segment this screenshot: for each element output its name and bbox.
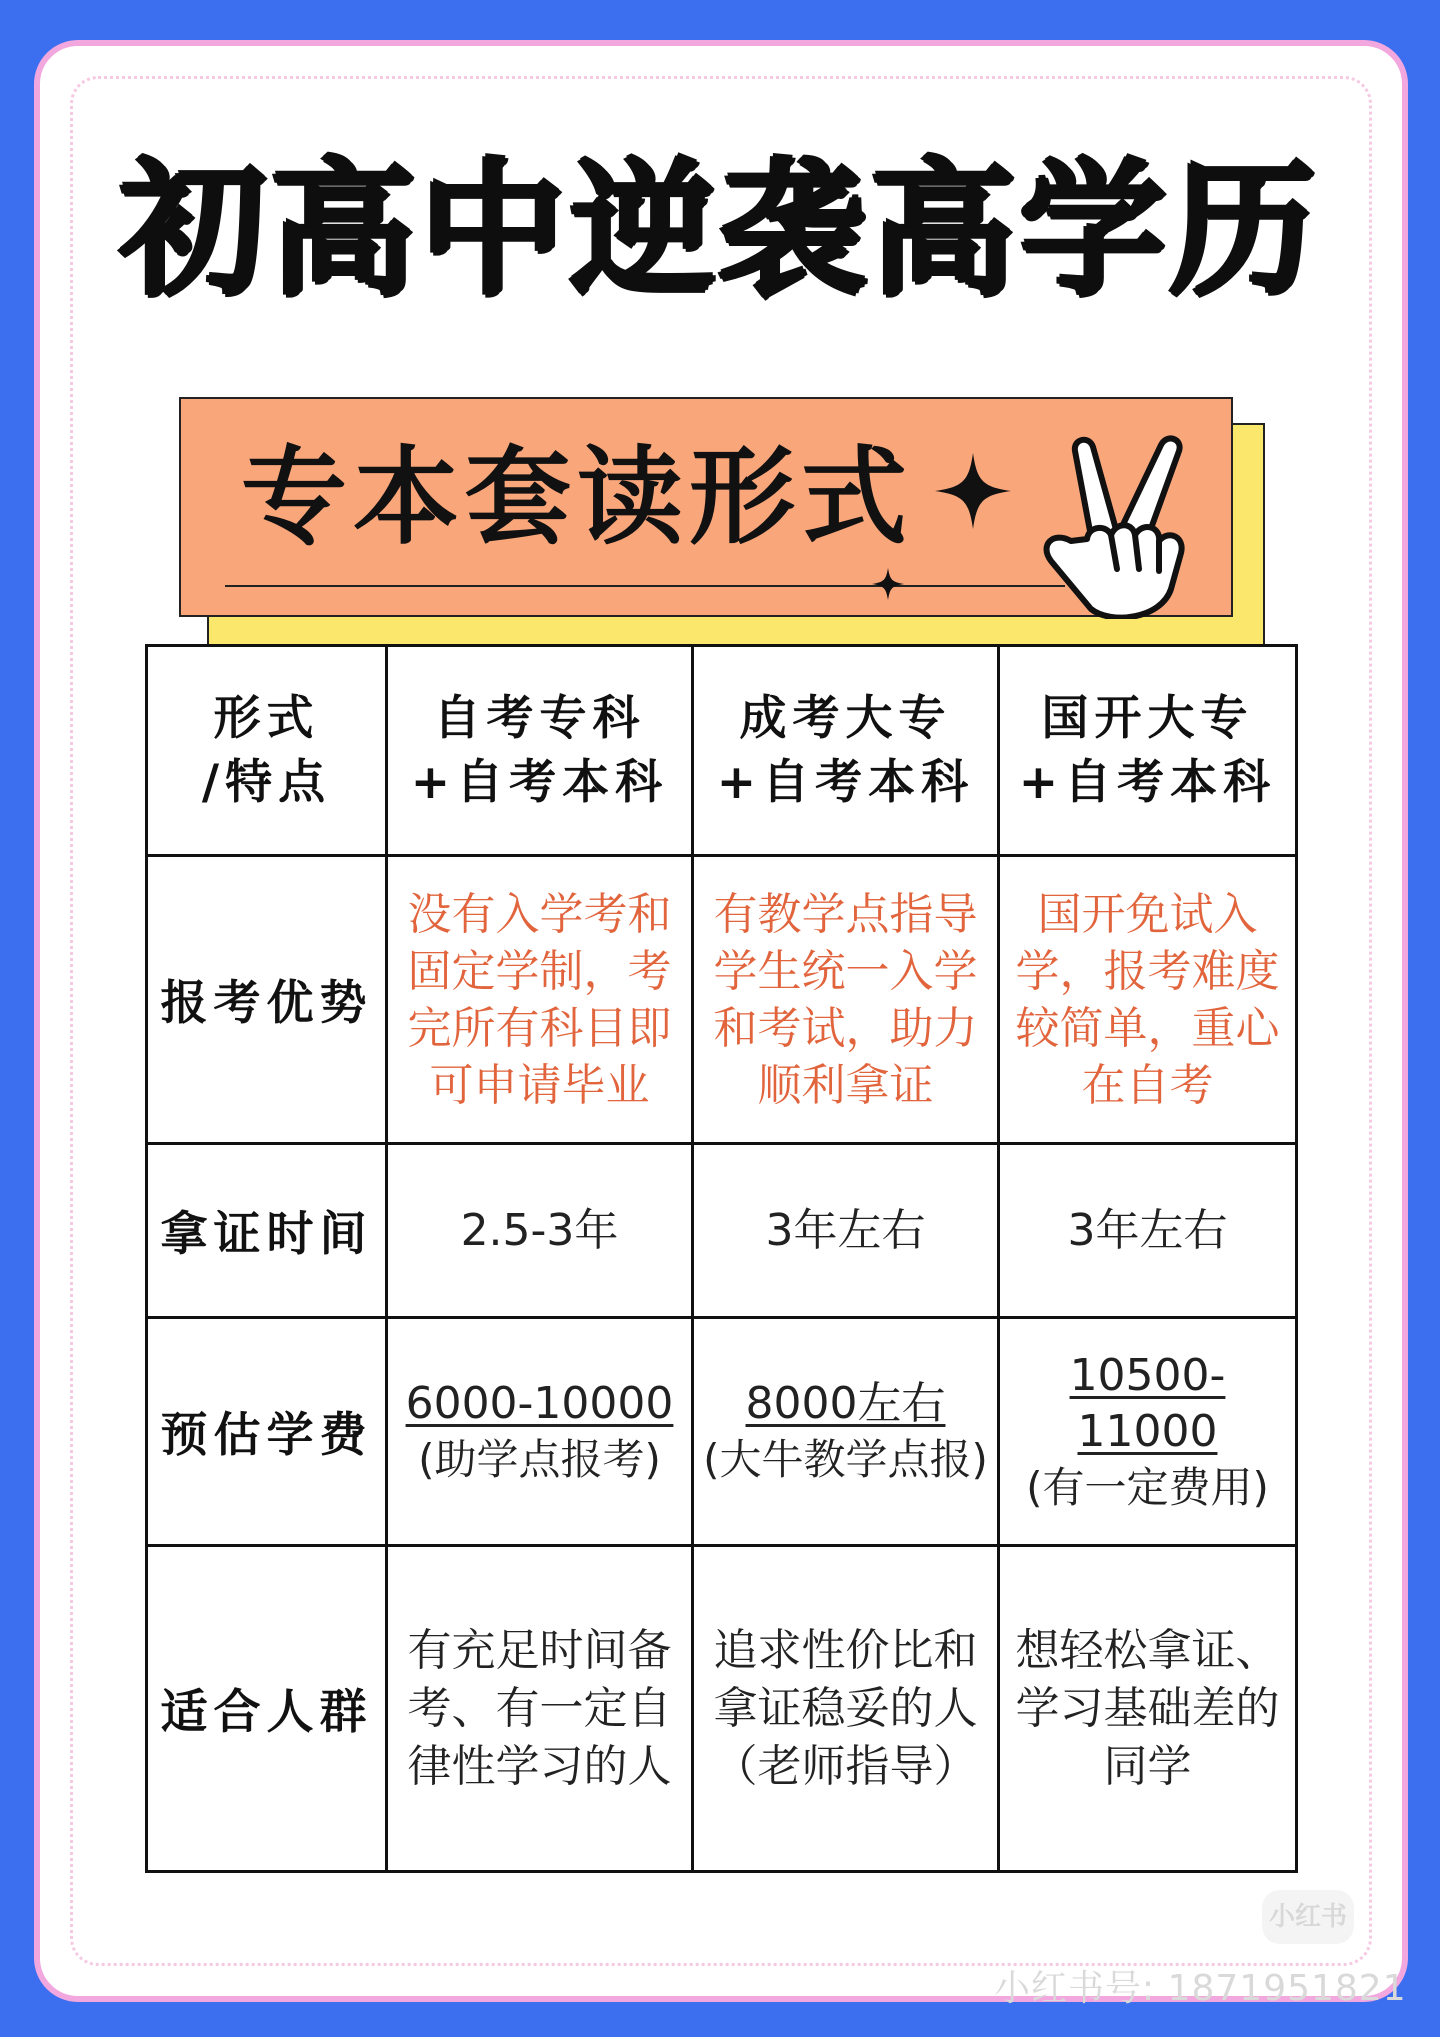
table-cell: 6000-10000 (助学点报考) [387,1318,693,1546]
table-cell: 有充足时间备 考、有一定自 律性学习的人 [387,1546,693,1872]
banner-title: 专本套读形式 [241,436,913,559]
row-label: 报考优势 [147,856,387,1144]
table-cell: 10500-11000 (有一定费用) [999,1318,1297,1546]
table-row [147,1144,1297,1318]
page-title: 初高中逆袭高学历 [120,146,1320,316]
table-row [147,1546,1297,1872]
victory-hand-icon [1031,429,1211,619]
header-cell: 成考大专 +自考本科 [693,646,999,856]
header-cell: 国开大专 +自考本科 [999,646,1297,856]
table-cell: 有教学点指导 学生统一入学 和考试，助力 顺利拿证 [693,856,999,1144]
table-cell: 国开免试入 学，报考难度 较简单，重心 在自考 [999,856,1297,1144]
row-label: 预估学费 [147,1318,387,1546]
header-cell: 形式 /特点 [147,646,387,856]
table-cell: 没有入学考和 固定学制，考 完所有科目即 可申请毕业 [387,856,693,1144]
table-cell: 追求性价比和 拿证稳妥的人 （老师指导） [693,1546,999,1872]
table-cell: 3年左右 [693,1144,999,1318]
table-row [147,1318,1297,1546]
row-label: 拿证时间 [147,1144,387,1318]
header-cell: 自考专科 +自考本科 [387,646,693,856]
banner-underline [225,585,1065,587]
comparison-table [145,644,1298,1873]
small-sparkle-icon [871,567,905,601]
table-cell: 8000左右 (大牛教学点报) [693,1318,999,1546]
banner [179,397,1233,617]
watermark-account-id: 小红书号: 1871951821 [994,1968,1407,2009]
table-cell: 2.5-3年 [387,1144,693,1318]
table-row [147,856,1297,1144]
sparkle-star-icon [933,451,1013,531]
table-cell: 想轻松拿证、 学习基础差的 同学 [999,1546,1297,1872]
table-cell: 3年左右 [999,1144,1297,1318]
xiaohongshu-logo: 小红书 [1262,1890,1354,1944]
table-header-row [147,646,1297,856]
row-label: 适合人群 [147,1546,387,1872]
